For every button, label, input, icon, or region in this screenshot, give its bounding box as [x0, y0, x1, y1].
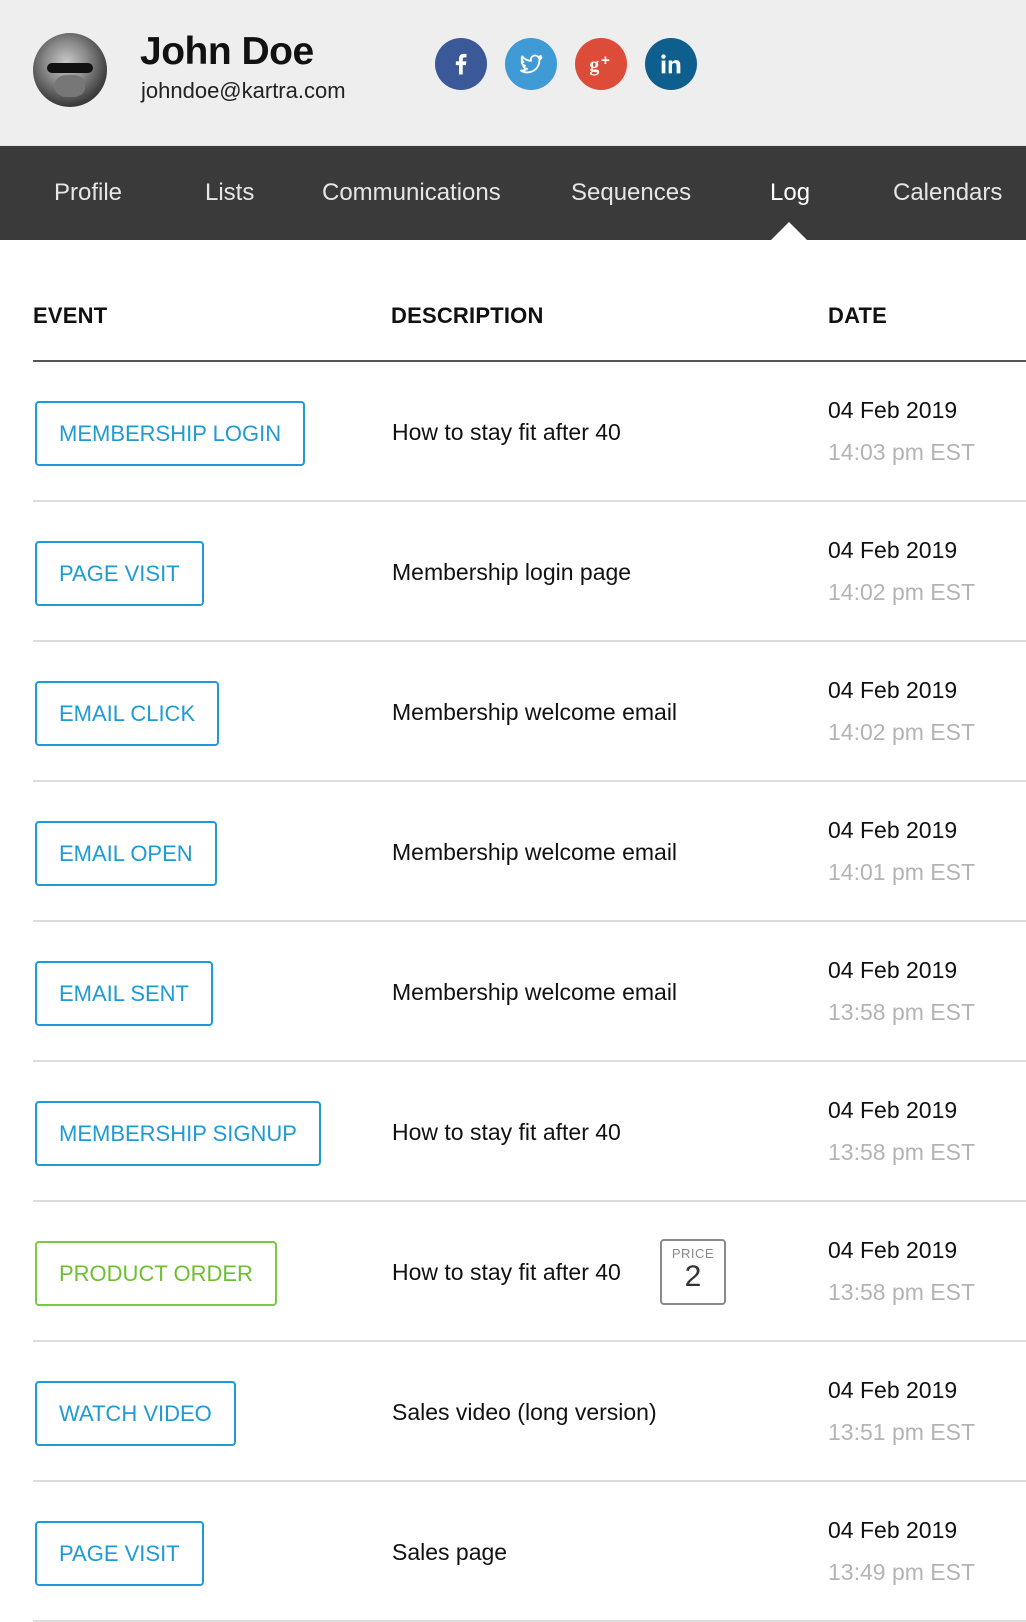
column-header-date: DATE	[828, 303, 888, 328]
profile-header	[0, 0, 1026, 146]
facebook-icon[interactable]	[435, 38, 487, 90]
table-row	[0, 1062, 1026, 1202]
event-badge[interactable]: EMAIL SENT	[35, 961, 213, 1026]
event-badge[interactable]: MEMBERSHIP SIGNUP	[35, 1101, 321, 1166]
event-time: 14:02 pm EST	[828, 579, 976, 605]
event-time: 13:51 pm EST	[828, 1419, 976, 1445]
event-description: Sales video (long version)	[392, 1399, 657, 1425]
column-header-description: DESCRIPTION	[391, 303, 544, 328]
event-time: 13:58 pm EST	[828, 1279, 976, 1305]
event-badge[interactable]: MEMBERSHIP LOGIN	[35, 401, 305, 466]
table-row	[0, 642, 1026, 782]
tab-lists[interactable]: Lists	[205, 179, 255, 206]
event-date: 04 Feb 2019	[828, 397, 958, 423]
table-row	[0, 782, 1026, 922]
svg-text:g: g	[589, 54, 600, 76]
event-description: Membership login page	[392, 559, 632, 585]
event-time: 14:03 pm EST	[828, 439, 976, 465]
avatar[interactable]	[33, 33, 107, 107]
google-plus-icon[interactable]	[575, 38, 627, 90]
tab-communications[interactable]: Communications	[322, 179, 501, 206]
avatar-face	[55, 75, 85, 97]
event-date: 04 Feb 2019	[828, 537, 958, 563]
price-value: 2	[684, 1260, 702, 1293]
event-date: 04 Feb 2019	[828, 677, 958, 703]
event-badge[interactable]: WATCH VIDEO	[35, 1381, 236, 1446]
event-date: 04 Feb 2019	[828, 1377, 958, 1403]
table-row	[0, 1202, 1026, 1342]
event-description: Membership welcome email	[392, 839, 678, 865]
event-badge[interactable]: PAGE VISIT	[35, 1521, 204, 1586]
twitter-icon[interactable]	[505, 38, 557, 90]
user-name: John Doe	[140, 30, 314, 73]
event-description: Sales page	[392, 1539, 508, 1565]
tab-sequences[interactable]: Sequences	[571, 179, 692, 206]
event-badge[interactable]: EMAIL OPEN	[35, 821, 217, 886]
event-description: Membership welcome email	[392, 979, 678, 1005]
active-tab-indicator	[771, 222, 807, 240]
linkedin-icon[interactable]	[645, 38, 697, 90]
event-description: How to stay fit after 40	[392, 1119, 621, 1145]
price-box	[660, 1239, 726, 1305]
user-email: johndoe@kartra.com	[141, 78, 346, 103]
event-date: 04 Feb 2019	[828, 957, 958, 983]
main-nav	[0, 146, 1026, 240]
column-header-event: EVENT	[33, 303, 108, 328]
event-date: 04 Feb 2019	[828, 1237, 958, 1263]
event-time: 13:58 pm EST	[828, 999, 976, 1025]
table-row	[0, 1342, 1026, 1482]
table-row	[0, 362, 1026, 502]
table-row	[0, 1482, 1026, 1622]
event-badge[interactable]: EMAIL CLICK	[35, 681, 219, 746]
table-row	[0, 922, 1026, 1062]
table-row	[0, 502, 1026, 642]
event-time: 14:01 pm EST	[828, 859, 976, 885]
tab-profile[interactable]: Profile	[54, 179, 123, 206]
event-date: 04 Feb 2019	[828, 1097, 958, 1123]
event-time: 14:02 pm EST	[828, 719, 976, 745]
event-badge[interactable]: PAGE VISIT	[35, 541, 204, 606]
tab-log[interactable]: Log	[770, 179, 811, 206]
event-badge[interactable]: PRODUCT ORDER	[35, 1241, 277, 1306]
event-time: 13:58 pm EST	[828, 1139, 976, 1165]
avatar-glasses	[47, 63, 93, 73]
event-date: 04 Feb 2019	[828, 1517, 958, 1543]
event-time: 13:49 pm EST	[828, 1559, 976, 1585]
event-description: How to stay fit after 40	[392, 419, 621, 445]
price-label: PRICE	[671, 1246, 715, 1261]
event-date: 04 Feb 2019	[828, 817, 958, 843]
svg-text:+: +	[601, 52, 610, 70]
event-description: How to stay fit after 40	[392, 1259, 621, 1285]
event-description: Membership welcome email	[392, 699, 678, 725]
tab-calendars[interactable]: Calendars	[893, 179, 1003, 206]
